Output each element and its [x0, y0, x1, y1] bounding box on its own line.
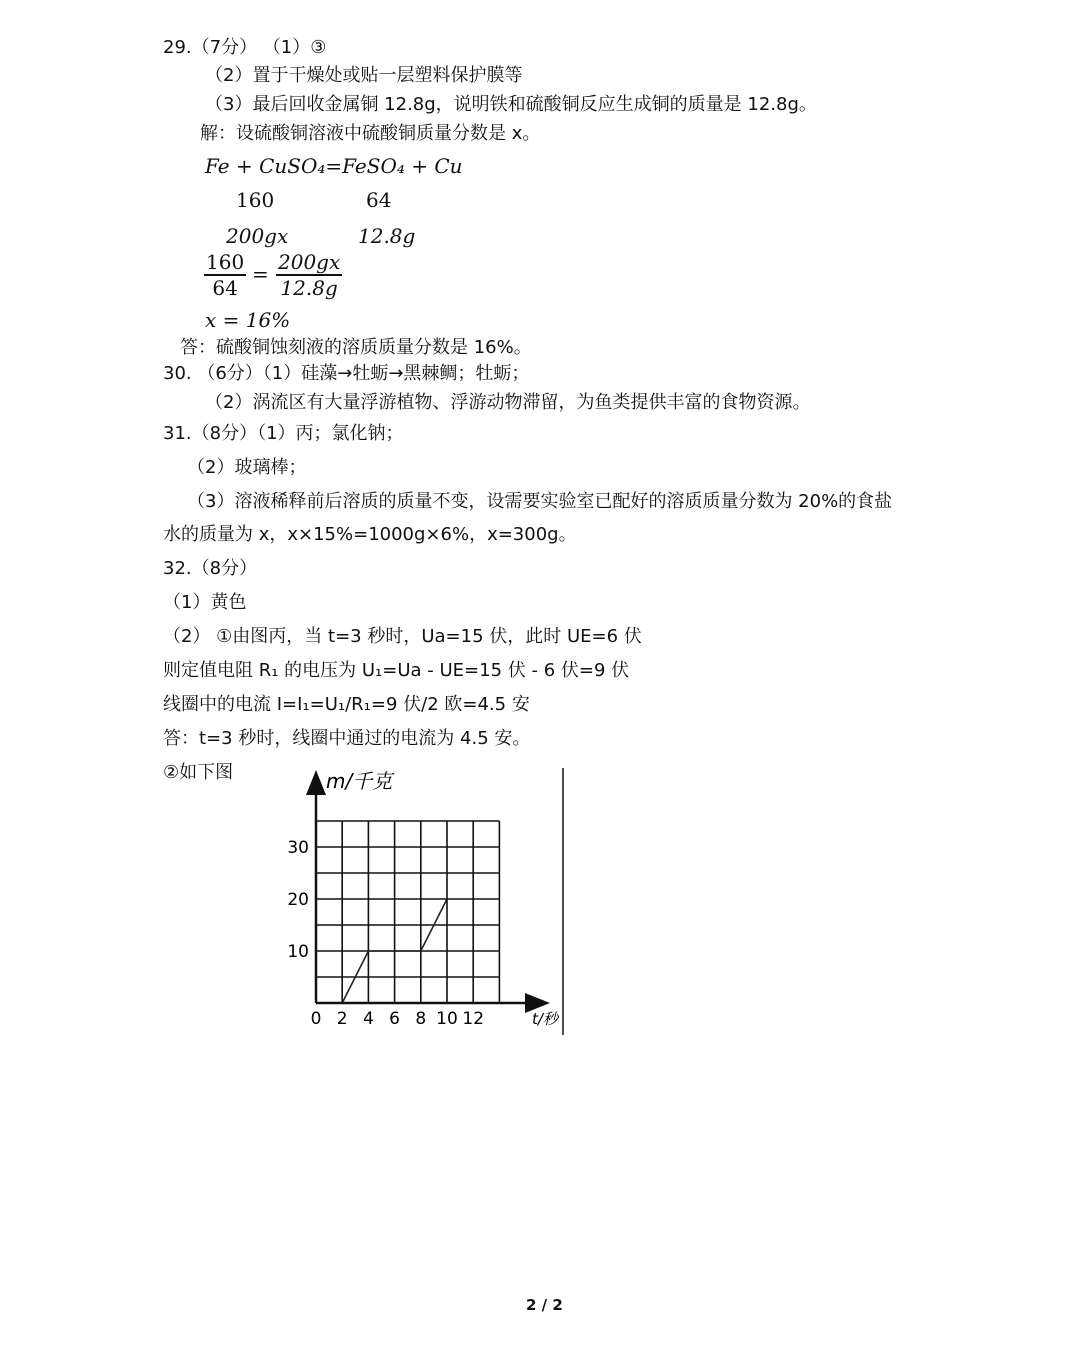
- q31-part2: （2）玻璃棒；: [187, 457, 307, 478]
- q30-header: 30. （6分）（1）硅藻→牡蛎→黑棘鲷；牡蛎；: [163, 363, 530, 384]
- q29-fraction-equals: =: [252, 262, 269, 286]
- q32-header: 32.（8分）: [163, 558, 258, 579]
- chart-y-tick-label: 30: [287, 838, 309, 858]
- chart-grid: [316, 821, 499, 1003]
- chart-x-tick-label: 10: [436, 1009, 458, 1029]
- q32-part2-line2: 则定值电阻 R₁ 的电压为 U₁=Ua - UE=15 伏 - 6 伏=9 伏: [163, 660, 630, 681]
- q29-given-cu: 12.8g: [358, 224, 416, 248]
- q32-part2-line3: 线圈中的电流 I=I₁=U₁/R₁=9 伏/2 欧=4.5 安: [163, 694, 530, 715]
- q29-header: 29.（7分） （1）③: [163, 37, 327, 58]
- q29-solution-intro: 解：设硫酸铜溶液中硫酸铜质量分数是 x。: [200, 123, 541, 144]
- chart-y-tick-label: 20: [287, 890, 309, 910]
- q29-part2: （2）置于干燥处或贴一层塑料保护膜等: [205, 65, 523, 86]
- fraction-denominator: 64: [212, 276, 238, 300]
- chart-x-label: t/秒: [532, 1010, 558, 1028]
- q29-part3: （3）最后回收金属铜 12.8g，说明铁和硫酸铜反应生成铜的质量是 12.8g。: [205, 94, 817, 115]
- fraction-numerator: 200gx: [278, 250, 341, 274]
- chart-x-tick-label: 0: [310, 1009, 322, 1029]
- page-number: 2 / 2: [526, 1296, 563, 1314]
- chart-x-tick-label: 2: [336, 1009, 348, 1029]
- q32-answer: 答：t=3 秒时，线圈中通过的电流为 4.5 安。: [163, 728, 531, 749]
- q29-given-cuso4: 200gx: [226, 224, 289, 248]
- q31-part3-line2: 水的质量为 x，x×15%=1000g×6%，x=300g。: [163, 524, 577, 545]
- q29-result: x = 16%: [205, 308, 291, 332]
- q32-part2-line1: （2） ①由图丙，当 t=3 秒时，Ua=15 伏，此时 UE=6 伏: [163, 626, 642, 647]
- q32-part1: （1）黄色: [163, 592, 247, 613]
- q31-part3-line1: （3）溶液稀释前后溶质的质量不变，设需要实验室已配好的溶质质量分数为 20%的食盐: [187, 491, 893, 512]
- chart-x-tick-label: 6: [389, 1009, 401, 1029]
- chart-x-tick-label: 8: [415, 1009, 427, 1029]
- chart-x-tick-label: 12: [462, 1009, 485, 1029]
- q29-molar-mass-cu: 64: [366, 188, 392, 212]
- chart-y-label: m/千克: [326, 769, 393, 793]
- chart-y-tick-label: 10: [287, 942, 309, 962]
- q29-answer: 答：硫酸铜蚀刻液的溶质质量分数是 16%。: [180, 337, 532, 358]
- q31-header: 31.（8分）（1）丙；氯化钠；: [163, 423, 404, 444]
- fraction-numerator: 160: [206, 250, 245, 274]
- q32-figure-caption: ②如下图: [163, 762, 234, 783]
- chart-x-tick-label: 4: [362, 1009, 374, 1029]
- fraction-denominator: 12.8g: [280, 276, 338, 300]
- q29-molar-mass-cuso4: 160: [236, 188, 275, 212]
- q29-equation: Fe + CuSO₄=FeSO₄ + Cu: [205, 154, 463, 178]
- q30-part2: （2）涡流区有大量浮游植物、浮游动物滞留，为鱼类提供丰富的食物资源。: [205, 392, 811, 413]
